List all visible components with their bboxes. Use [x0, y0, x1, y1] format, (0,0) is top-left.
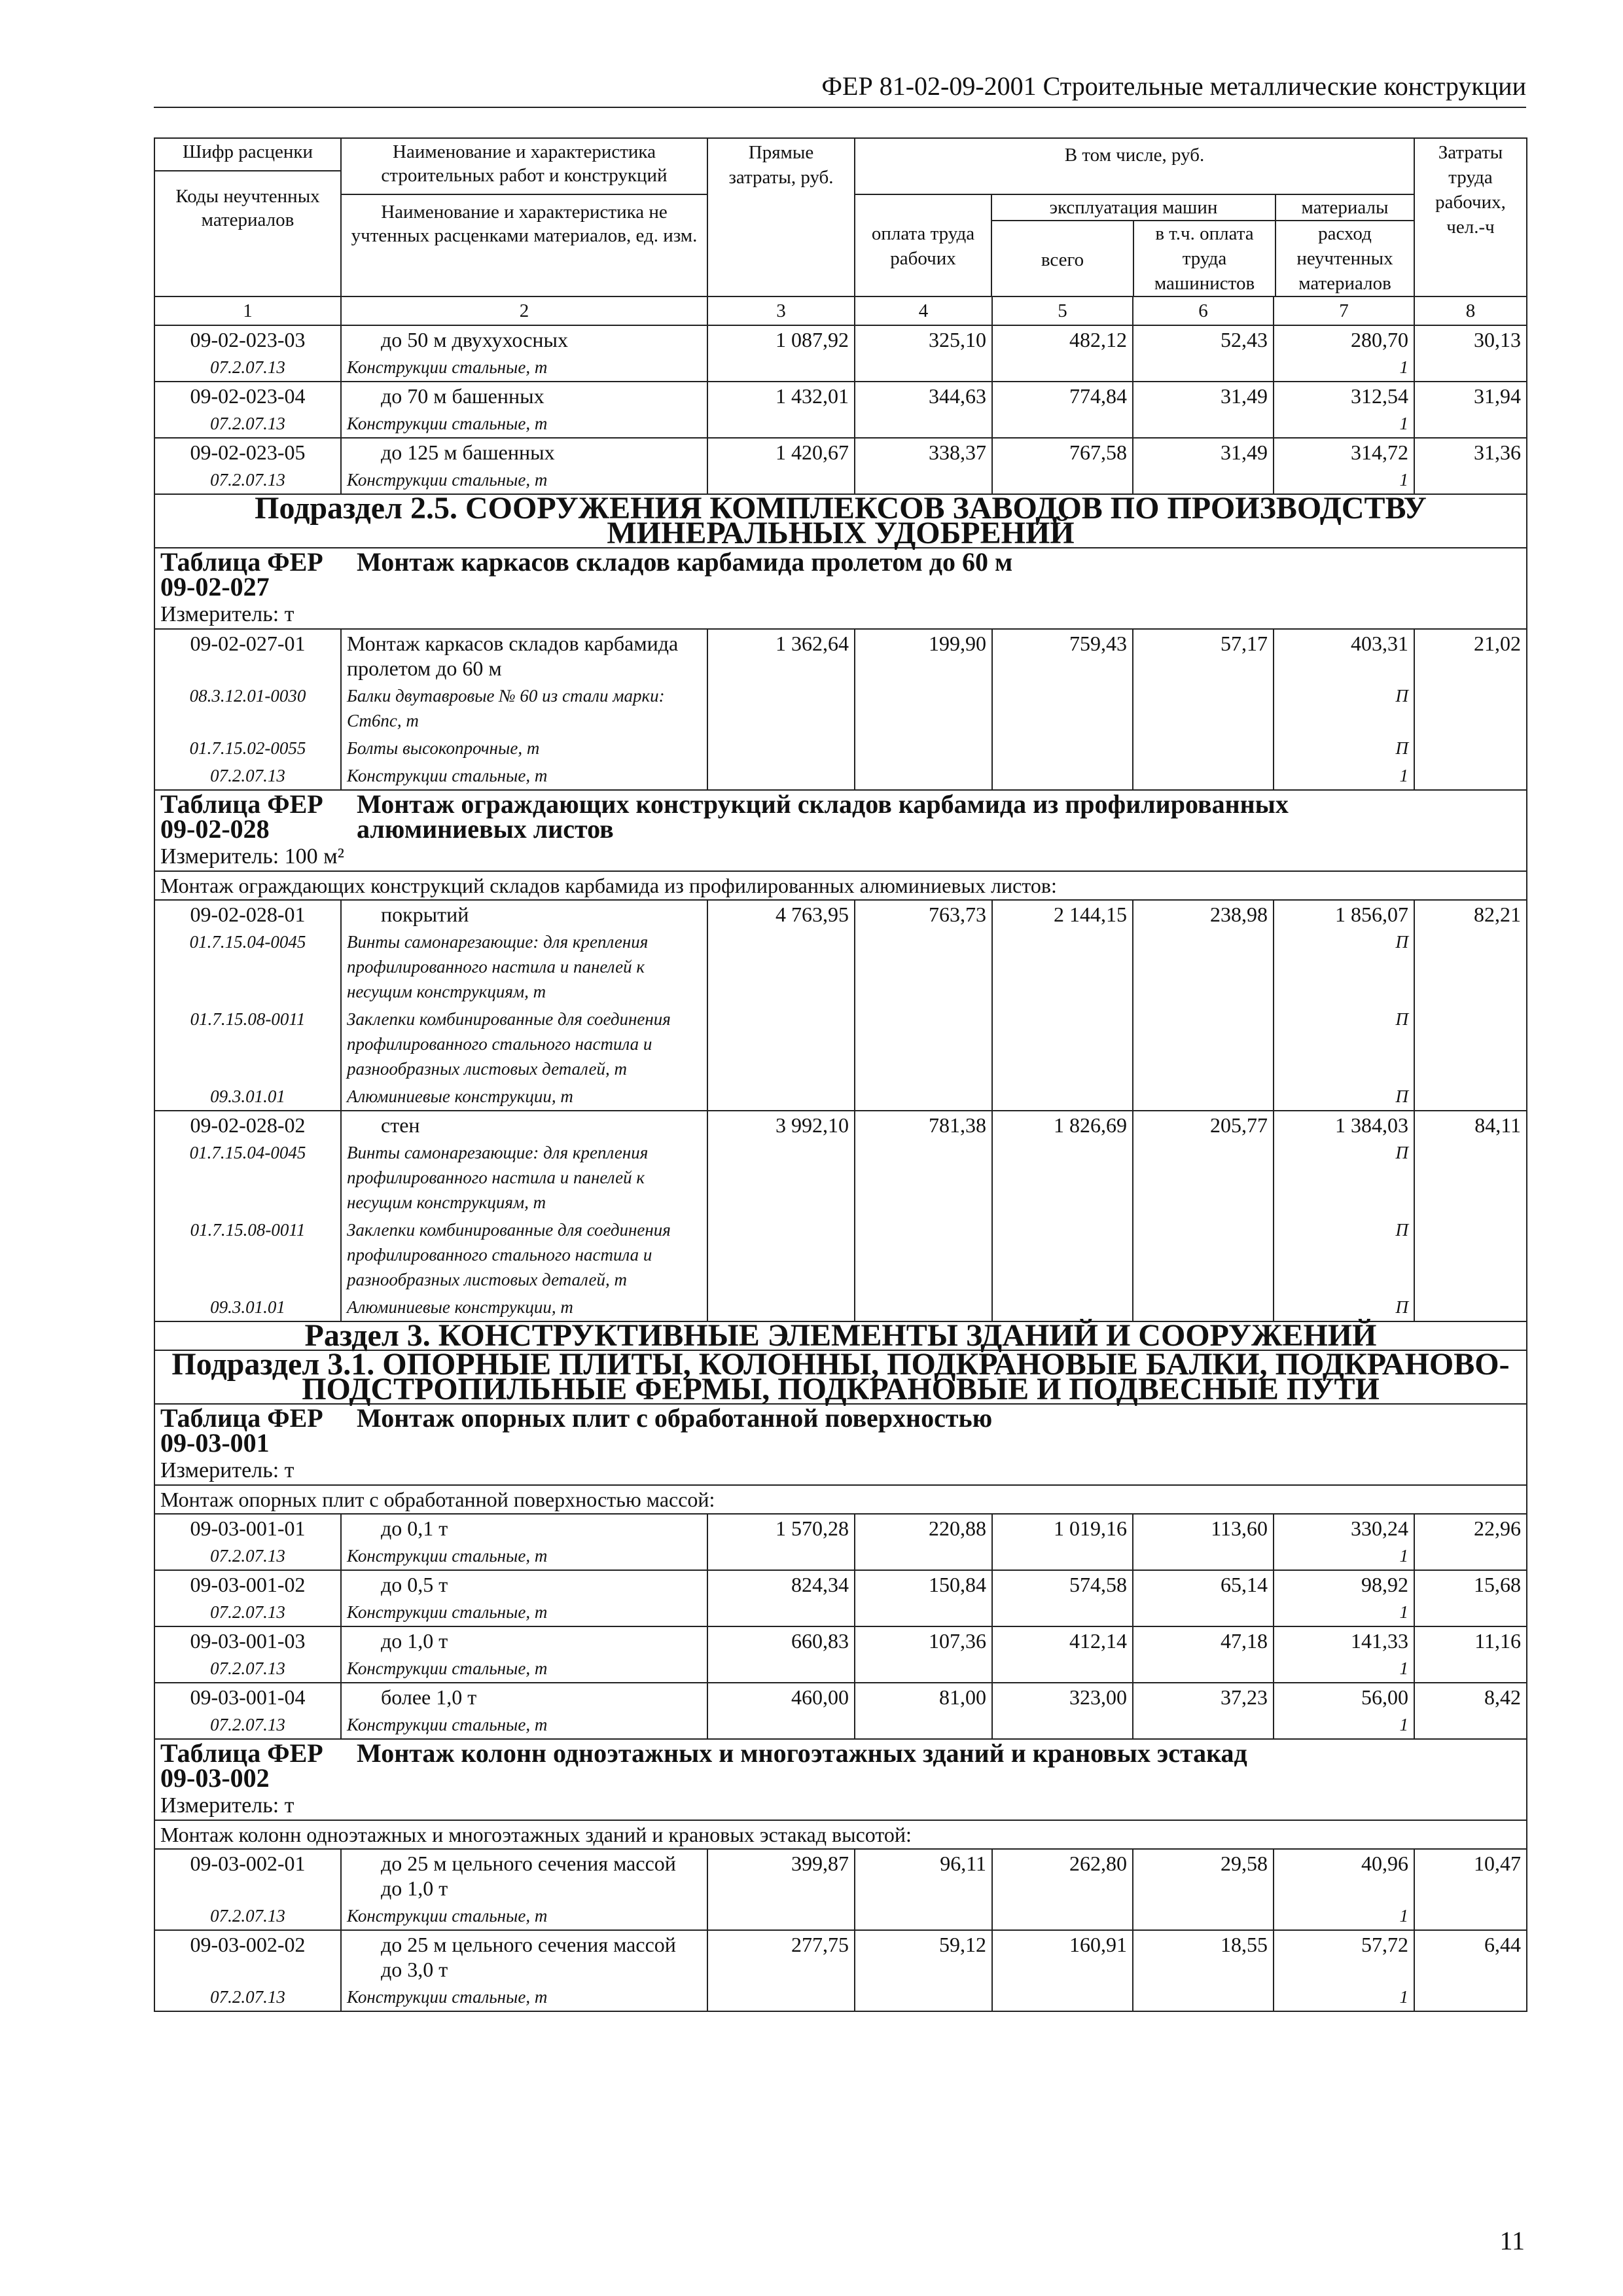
running-header: ФЕР 81-02-09-2001 Строительные металлические конструкции	[154, 71, 1526, 108]
table-row: 09-03-001-02 до 0,5 т 824,34 150,84 574,58 65,14 98,92 15,68	[154, 1570, 1527, 1598]
measure-unit: Измеритель: т	[154, 1457, 1527, 1485]
material-row: 01.7.15.04-0045 Винты самонарезающие: для крепления профилированного настила и панелей к несущим конструкциям, т П	[154, 928, 1527, 1005]
measure-row	[154, 843, 1527, 871]
table-intro: Монтаж опорных плит с обработанной поверхностью массой:	[154, 1485, 1527, 1514]
material-row: 07.2.07.13 Конструкции стальные, т 1	[154, 1902, 1527, 1930]
th-labor: Затраты труда рабочих, чел.-ч	[1414, 138, 1527, 296]
section-heading-row	[154, 1321, 1527, 1350]
material-row: 07.2.07.13 Конструкции стальные, т 1	[154, 762, 1527, 790]
table-row: 09-03-001-04 более 1,0 т 460,00 81,00 323,00 37,23 56,00 8,42	[154, 1683, 1527, 1711]
table-row: 09-03-001-01 до 0,1 т 1 570,28 220,88 1 019,16 113,60 330,24 22,96	[154, 1514, 1527, 1542]
th-materials: материалы	[1276, 195, 1414, 221]
table-row: 09-02-028-01 покрытий 4 763,95 763,73 2 144,15 238,98 1 856,07 82,21	[154, 900, 1527, 928]
intro-row	[154, 871, 1527, 900]
table-intro: Монтаж ограждающих конструкций складов карбамида из профилированных алюминиевых листов:	[154, 871, 1527, 900]
material-row: 07.2.07.13 Конструкции стальные, т 1	[154, 1598, 1527, 1626]
table-row: 09-03-001-03 до 1,0 т 660,83 107,36 412,14 47,18 141,33 11,16	[154, 1626, 1527, 1655]
table-title-row	[154, 790, 1527, 843]
subsection-heading-row	[154, 494, 1527, 548]
table-code: Таблица ФЕР 09-03-002	[160, 1738, 323, 1793]
material-row: 01.7.15.02-0055 Болты высокопрочные, т П	[154, 734, 1527, 762]
table-row: 09-02-027-01 Монтаж каркасов складов карбамида пролетом до 60 м 1 362,64 199,90 759,43 57,17 403,31 21,02	[154, 629, 1527, 682]
material-row: 01.7.15.04-0045 Винты самонарезающие: для крепления профилированного настила и панелей к несущим конструкциям, т П	[154, 1139, 1527, 1216]
measure-unit: Измеритель: т	[154, 1792, 1527, 1820]
table-title-row	[154, 1739, 1527, 1792]
intro-row	[154, 1485, 1527, 1514]
measure-unit: Измеритель: т	[154, 601, 1527, 629]
page-number: 11	[1499, 2226, 1525, 2255]
material-row: 07.2.07.13 Конструкции стальные, т 1	[154, 353, 1527, 382]
table-code: Таблица ФЕР 09-02-028	[160, 789, 323, 844]
measure-row	[154, 601, 1527, 629]
th-including: В том числе, руб. оплата труда рабочих эксплуатация машин всего в т.ч. оплата труда машинистов материалы расход неучтенных материалов	[855, 138, 1414, 296]
material-row: 07.2.07.13 Конструкции стальные, т 1	[154, 410, 1527, 438]
measure-row	[154, 1457, 1527, 1485]
subsection-2-5-heading: Подраздел 2.5. СООРУЖЕНИЯ КОМПЛЕКСОВ ЗАВОДОВ ПО ПРОИЗВОДСТВУ МИНЕРАЛЬНЫХ УДОБРЕНИЙ	[154, 494, 1527, 548]
table-title-row	[154, 548, 1527, 601]
table-row: 09-02-028-02 стен 3 992,10 781,38 1 826,69 205,77 1 384,03 84,11	[154, 1111, 1527, 1139]
column-numbers-row: 1 2 3 4 5 6 7 8	[154, 296, 1527, 325]
table-row: 09-02-023-05 до 125 м башенных 1 420,67 338,37 767,58 31,49 314,72 31,36	[154, 438, 1527, 466]
material-row: 07.2.07.13 Конструкции стальные, т 1	[154, 1655, 1527, 1683]
measure-unit: Измеритель: 100 м²	[154, 843, 1527, 871]
th-direct: Прямые затраты, руб.	[707, 138, 855, 296]
th-code: Шифр расценки Коды неучтенных материалов	[154, 138, 341, 296]
table-code: Таблица ФЕР 09-03-001	[160, 1403, 323, 1458]
table-row: 09-02-023-04 до 70 м башенных 1 432,01 344,63 774,84 31,49 312,54 31,94	[154, 382, 1527, 410]
material-row: 09.3.01.01 Алюминиевые конструкции, т П	[154, 1083, 1527, 1111]
intro-row	[154, 1820, 1527, 1849]
section-3-heading: Раздел 3. КОНСТРУКТИВНЫЕ ЭЛЕМЕНТЫ ЗДАНИЙ И СООРУЖЕНИЙ	[154, 1321, 1527, 1350]
table-intro: Монтаж колонн одноэтажных и многоэтажных зданий и крановых эстакад высотой:	[154, 1820, 1527, 1849]
material-row: 07.2.07.13 Конструкции стальные, т 1	[154, 1983, 1527, 2011]
price-table	[154, 137, 1527, 2012]
table-row: 09-02-023-03 до 50 м двухухосных 1 087,92 325,10 482,12 52,43 280,70 30,13	[154, 325, 1527, 353]
measure-row	[154, 1792, 1527, 1820]
table-code: Таблица ФЕР 09-02-027	[160, 547, 323, 601]
table-title: Монтаж ограждающих конструкций складов карбамида из профилированных алюминиевых листов	[357, 789, 1289, 844]
th-labor-pay: оплата труда рабочих	[855, 195, 992, 296]
material-row: 08.3.12.01-0030 Балки двутавровые № 60 из стали марки: Ст6пс, т П	[154, 682, 1527, 734]
table-row: 09-03-002-02 до 25 м цельного сечения массой до 3,0 т 277,75 59,12 160,91 18,55 57,72 6,44	[154, 1930, 1527, 1983]
material-row: 07.2.07.13 Конструкции стальные, т 1	[154, 1711, 1527, 1739]
material-row: 01.7.15.08-0011 Заклепки комбинированные для соединения профилированного стального настила и разнообразных листовых деталей, т П	[154, 1005, 1527, 1083]
th-machines: эксплуатация машин	[992, 195, 1275, 221]
table-header-row	[154, 138, 1527, 296]
table-title: Монтаж каркасов складов карбамида пролетом до 60 м	[357, 547, 1013, 577]
material-row: 09.3.01.01 Алюминиевые конструкции, т П	[154, 1293, 1527, 1321]
th-name: Наименование и характеристика строительных работ и конструкций Наименование и характеристика не учтенных расценками материалов, ед. изм.	[341, 138, 707, 296]
subsection-3-1-heading: Подраздел 3.1. ОПОРНЫЕ ПЛИТЫ, КОЛОННЫ, ПОДКРАНОВЫЕ БАЛКИ, ПОДКРАНОВО-ПОДСТРОПИЛЬНЫЕ ФЕРМЫ, ПОДКРАНОВЫЕ И ПОДВЕСНЫЕ ПУТИ	[154, 1350, 1527, 1404]
subsection-heading-row	[154, 1350, 1527, 1404]
material-row: 01.7.15.08-0011 Заклепки комбинированные для соединения профилированного стального настила и разнообразных листовых деталей, т П	[154, 1216, 1527, 1293]
table-title: Монтаж колонн одноэтажных и многоэтажных зданий и крановых эстакад	[357, 1738, 1247, 1768]
material-row: 07.2.07.13 Конструкции стальные, т 1	[154, 1542, 1527, 1570]
table-title-row	[154, 1404, 1527, 1457]
material-row: 07.2.07.13 Конструкции стальные, т 1	[154, 466, 1527, 494]
table-title: Монтаж опорных плит с обработанной поверхностью	[357, 1403, 993, 1433]
table-row: 09-03-002-01 до 25 м цельного сечения массой до 1,0 т 399,87 96,11 262,80 29,58 40,96 10,47	[154, 1849, 1527, 1902]
